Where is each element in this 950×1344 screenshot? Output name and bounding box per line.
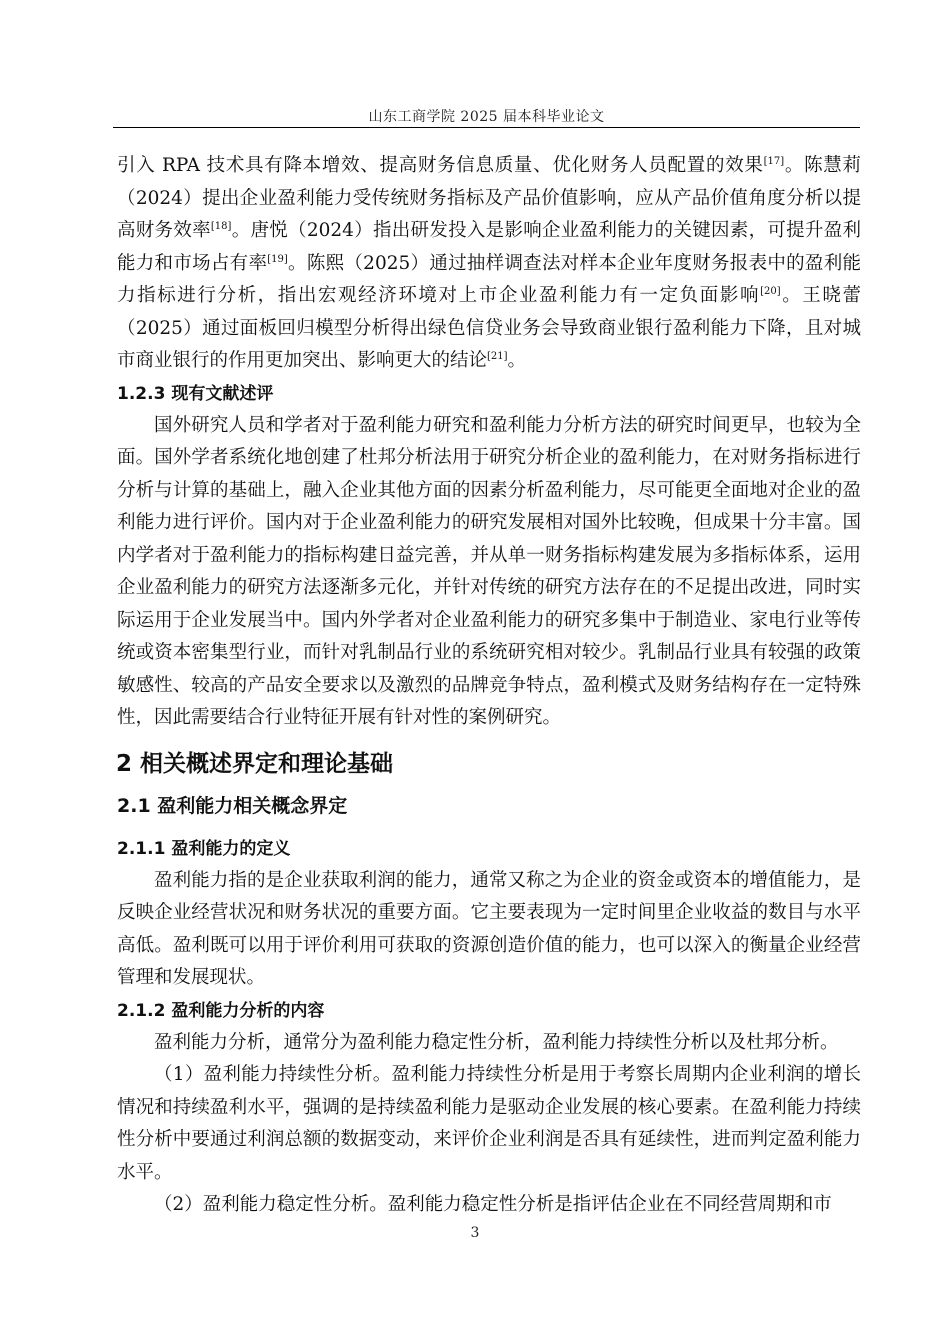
citation-ref: [18] bbox=[210, 221, 232, 232]
section-heading-2-1: 2.1 盈利能力相关概念界定 bbox=[117, 794, 348, 817]
section-heading-2-1-2: 2.1.2 盈利能力分析的内容 bbox=[117, 1000, 325, 1021]
intro-sentence: 。唐悦（2024）指出研发投入是影响企业盈利能力的关键因素，可提升盈利能力和市场占有率 bbox=[117, 220, 861, 274]
citation-ref: [20] bbox=[760, 286, 781, 297]
intro-sentence: 。陈慧莉（2024）提出企业盈利能力受传统财务指标及产品价值影响，应从产品价值角度分析以提高财务效率 bbox=[117, 155, 861, 241]
intro-sentence: 。王晓蕾（2025）通过面板回归模型分析得出绿色信贷业务会导致商业银行盈利能力下降，且对城市商业银行的作用更加突出、影响更大的结论 bbox=[117, 285, 861, 371]
section-heading-1-2-3: 1.2.3 现有文献述评 bbox=[117, 383, 274, 404]
intro-paragraph bbox=[117, 150, 861, 378]
definition-paragraph: 盈利能力指的是企业获取利润的能力，通常又称之为企业的资金或资本的增值能力，是反映企业经营状况和财务状况的重要方面。它主要表现为一定时间里企业收益的数目与水平高低。盈利既可以用于评价利用可获取的资源创造价值的能力，也可以深入的衡量企业经营管理和发展现状。 bbox=[117, 869, 861, 988]
literature-review-paragraph: 国外研究人员和学者对于盈利能力研究和盈利能力分析方法的研究时间更早，也较为全面。国外学者系统化地创建了杜邦分析法用于研究分析企业的盈利能力，在对财务指标进行分析与计算的基础上，融入企业其他方面的因素分析盈利能力，尽可能更全面地对企业的盈利能力进行评价。国内对于企业盈利能力的研究发展相对国外比较晚，但成果十分丰富。国内学者对于盈利能力的指标构建日益完善，并从单一财务指标构建发展为多指标体系，运用企业盈利能力的研究方法逐渐多元化，并针对传统的研究方法存在的不足提出改进，同时实际运用于企业发展当中。国内外学者对企业盈利能力的研究多集中于制造业、家电行业等传统或资本密集型行业，而针对乳制品行业的系统研究相对较少。乳制品行业具有较强的政策敏感性、较高的产品安全要求以及激烈的品牌竞争特点，盈利模式及财务结构存在一定特殊性，因此需要结合行业特征开展有针对性的案例研究。 bbox=[117, 414, 861, 728]
section-heading-2-1-1: 2.1.1 盈利能力的定义 bbox=[117, 838, 291, 859]
page-body bbox=[117, 150, 861, 1222]
header-rule bbox=[113, 127, 860, 128]
list-item-stability: （2）盈利能力稳定性分析。盈利能力稳定性分析是指评估企业在不同经营周期和市 bbox=[154, 1194, 832, 1215]
analysis-content-paragraph: 盈利能力分析，通常分为盈利能力稳定性分析，盈利能力持续性分析以及杜邦分析。 bbox=[154, 1031, 839, 1053]
citation-ref: [21] bbox=[487, 351, 508, 362]
citation-ref: [19] bbox=[267, 253, 288, 265]
intro-sentence: 引入 RPA 技术具有降本增效、提高财务信息质量、优化财务人员配置的效果 bbox=[117, 155, 764, 176]
citation-ref: [17] bbox=[763, 156, 785, 167]
intro-sentence: 。陈熙（2025）通过抽样调查法对样本企业年度财务报表中的盈利能力指标进行分析，指出宏观经济环境对上市企业盈利能力有一定负面影响 bbox=[117, 252, 861, 306]
list-item-sustainability: （1）盈利能力持续性分析。盈利能力持续性分析是用于考察长周期内企业利润的增长情况和持续盈利水平，强调的是持续盈利能力是驱动企业发展的核心要素。在盈利能力持续性分析中要通过利润总额的数据变动，来评价企业利润是否具有延续性，进而判定盈利能力水平。 bbox=[117, 1064, 861, 1183]
running-header: 山东工商学院 2025 届本科毕业论文 bbox=[368, 109, 605, 125]
page-number: 3 bbox=[470, 1225, 480, 1241]
intro-sentence: 。 bbox=[507, 350, 527, 371]
chapter-heading-2: 2 相关概述界定和理论基础 bbox=[116, 750, 394, 777]
